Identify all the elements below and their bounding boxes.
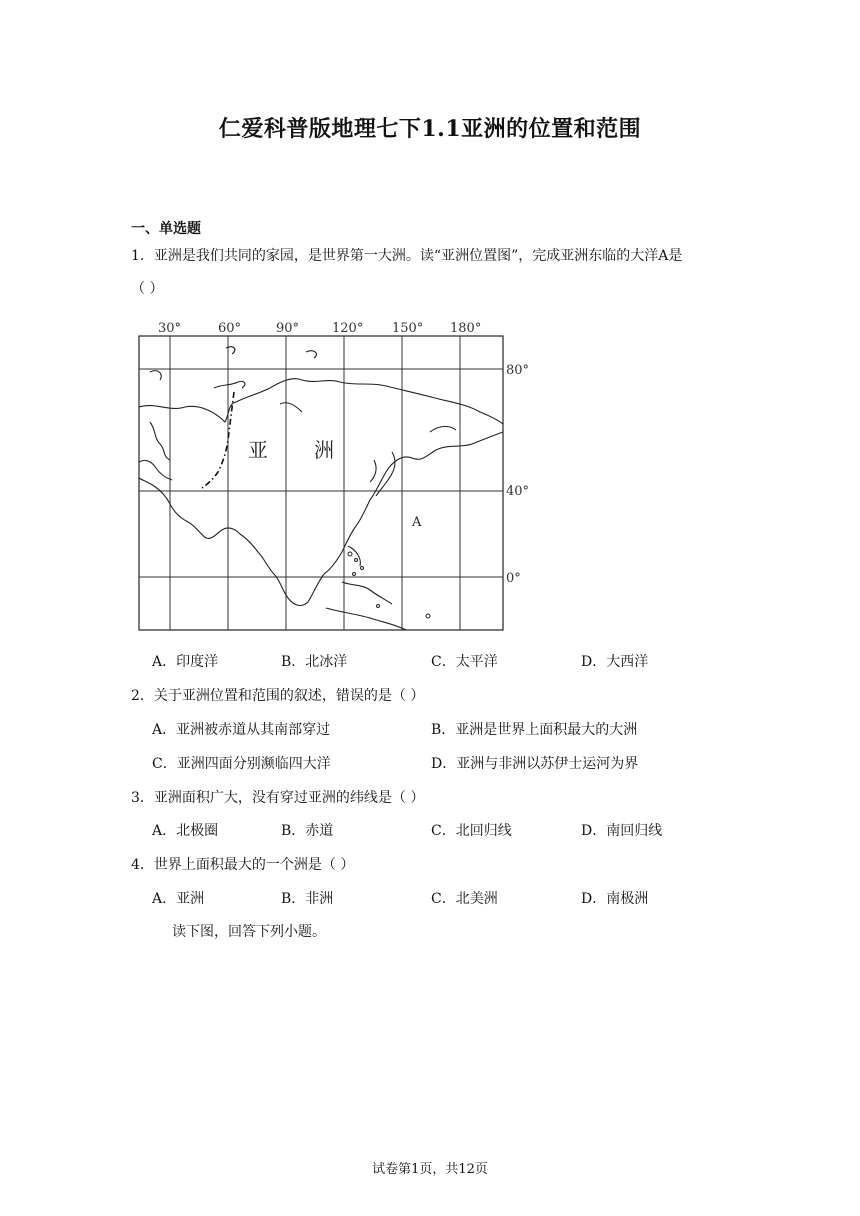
reading-instruction: 读下图，回答下列小题。	[172, 924, 326, 940]
q1-option-d: D．大西洋	[581, 654, 649, 670]
q2-option-d: D．亚洲与非洲以苏伊士运河为界	[431, 756, 639, 772]
lat-label-40: 40°	[506, 484, 530, 499]
asia-europe-boundary	[202, 392, 234, 488]
page-title: 仁爱科普版地理七下1.1亚洲的位置和范围	[218, 116, 642, 142]
region-label-zhou: 洲	[314, 438, 334, 462]
coastlines	[139, 347, 503, 630]
q3-option-a: A．北极圈	[152, 823, 219, 839]
q3-option-b: B．赤道	[281, 823, 334, 839]
question-2-stem: 2．关于亚洲位置和范围的叙述，错误的是（ ）	[131, 688, 425, 704]
q2-option-b: B．亚洲是世界上面积最大的大洲	[431, 722, 638, 738]
section-heading: 一、单选题	[131, 221, 201, 237]
question-3-stem: 3．亚洲面积广大，没有穿过亚洲的纬线是（ ）	[131, 790, 425, 806]
question-4-stem: 4．世界上面积最大的一个洲是（ ）	[131, 857, 355, 873]
q4-option-b: B．非洲	[281, 891, 334, 907]
page-footer: 试卷第1页，共12页	[372, 1162, 488, 1177]
region-label-ya: 亚	[248, 438, 268, 462]
lon-label-150: 150°	[392, 321, 424, 336]
q1-option-c: C．太平洋	[431, 654, 498, 670]
map-frame	[139, 336, 503, 630]
lon-label-120: 120°	[332, 321, 364, 336]
q3-option-d: D．南回归线	[581, 823, 663, 839]
q1-option-b: B．北冰洋	[281, 654, 348, 670]
question-1-stem-cont: （ ）	[131, 281, 164, 297]
lon-label-30: 30°	[158, 321, 182, 336]
ocean-label-a: A	[412, 515, 422, 530]
q1-option-a: A．印度洋	[152, 654, 219, 670]
question-1-stem: 1．亚洲是我们共同的家园，是世界第一大洲。读“亚洲位置图”，完成亚洲东临的大洋A是	[131, 248, 683, 264]
q3-option-c: C．北回归线	[431, 823, 512, 839]
q4-option-c: C．北美洲	[431, 891, 498, 907]
lon-label-90: 90°	[276, 321, 300, 336]
q2-option-a: A．亚洲被赤道从其南部穿过	[152, 722, 331, 738]
lat-label-80: 80°	[506, 363, 530, 378]
asia-location-map	[130, 312, 530, 632]
lat-label-0: 0°	[506, 571, 521, 586]
q2-option-c: C．亚洲四面分别濒临四大洋	[152, 756, 331, 772]
lon-label-180: 180°	[450, 321, 482, 336]
q4-option-a: A．亚洲	[152, 891, 205, 907]
q4-option-d: D．南极洲	[581, 891, 649, 907]
lon-label-60: 60°	[218, 321, 242, 336]
